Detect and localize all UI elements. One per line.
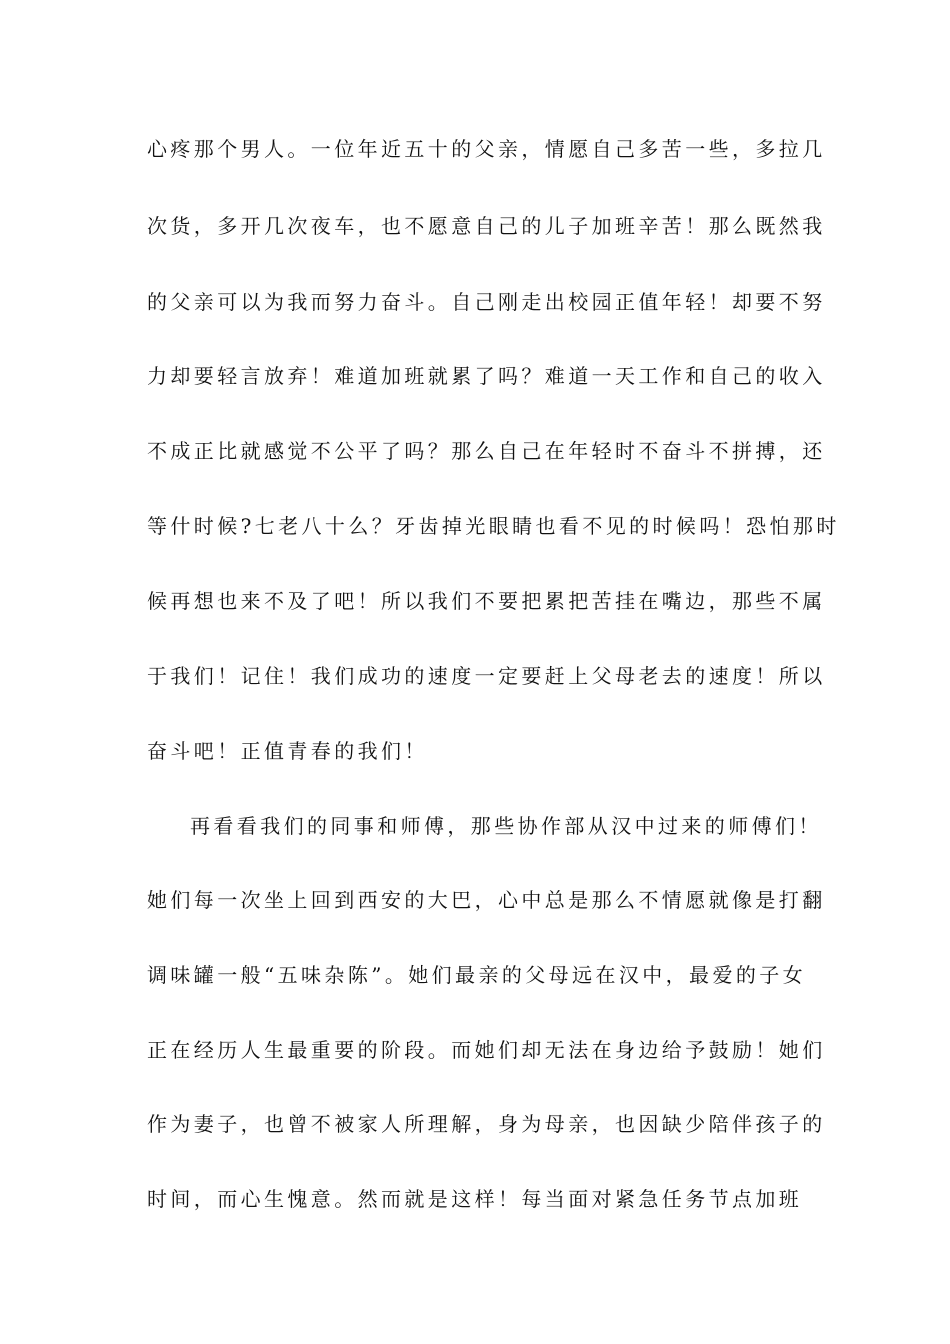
- text-line: 不成正比就感觉不公平了吗？那么自己在年轻时不奋斗不拼搏，还: [147, 439, 826, 463]
- text-line: 作为妻子，也曾不被家人所理解，身为母亲，也因缺少陪伴孩子的: [147, 1112, 826, 1136]
- text-line: 调味罐一般“五味杂陈”。她们最亲的父母远在汉中，最爱的子女: [147, 963, 807, 987]
- paragraph-start-line: 再看看我们的同事和师傅，那些协作部从汉中过来的师傅们！: [190, 814, 822, 838]
- text-line: 次货，多开几次夜车，也不愿意自己的儿子加班辛苦！那么既然我: [147, 214, 826, 238]
- text-line: 心疼那个男人。一位年近五十的父亲，情愿自己多苦一些，多拉几: [147, 137, 826, 161]
- text-line: 等什时候?七老八十么？牙齿掉光眼睛也看不见的时候吗！恐怕那时: [147, 514, 840, 538]
- text-line: 她们每一次坐上回到西安的大巴，心中总是那么不情愿就像是打翻: [147, 888, 826, 912]
- text-line: 于我们！记住！我们成功的速度一定要赶上父母老去的速度！所以: [147, 664, 826, 688]
- text-line: 的父亲可以为我而努力奋斗。自己刚走出校园正值年轻！却要不努: [147, 290, 826, 314]
- text-line: 候再想也来不及了吧！所以我们不要把累把苦挂在嘴边，那些不属: [147, 589, 826, 613]
- text-line: 力却要轻言放弃！难道加班就累了吗？难道一天工作和自己的收入: [147, 364, 826, 388]
- text-line: 奋斗吧！正值青春的我们！: [147, 739, 428, 763]
- text-line: 时间，而心生愧意。然而就是这样！每当面对紧急任务节点加班: [147, 1187, 803, 1211]
- text-line: 正在经历人生最重要的阶段。而她们却无法在身边给予鼓励！她们: [147, 1038, 826, 1062]
